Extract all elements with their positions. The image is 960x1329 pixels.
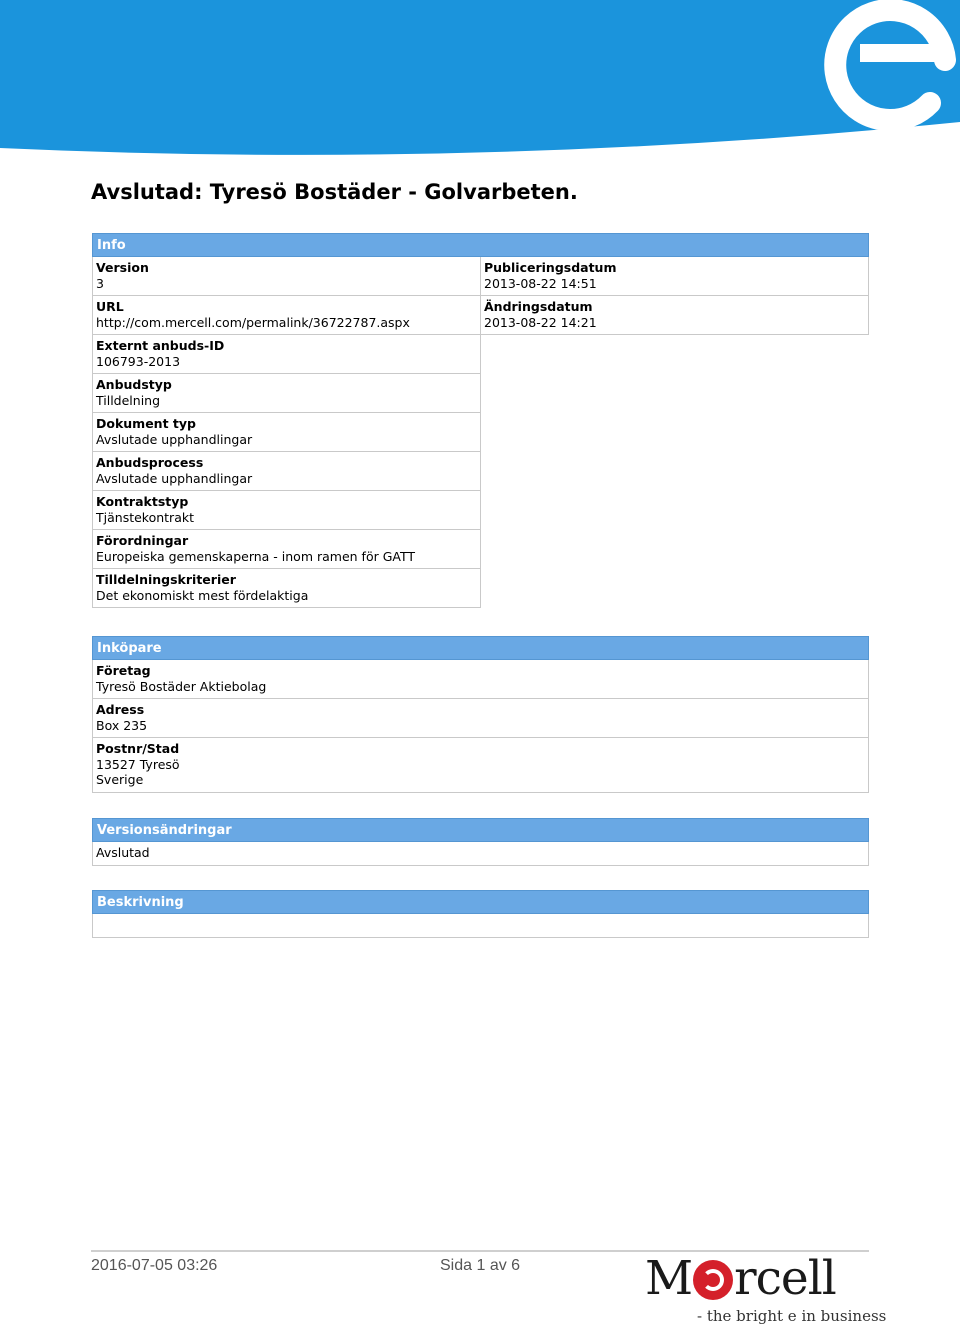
- field-value: Det ekonomiskt mest fördelaktiga: [96, 587, 309, 603]
- field-cell: [92, 335, 481, 374]
- field-cell: [92, 374, 481, 413]
- field-label: Tilldelningskriterier: [96, 572, 236, 587]
- buyer-section: [92, 636, 869, 793]
- info-section: [92, 233, 869, 608]
- field-label: Kontraktstyp: [96, 494, 189, 509]
- field-label: Anbudstyp: [96, 377, 172, 392]
- field-cell: [92, 569, 481, 608]
- field-label: Postnr/Stad: [96, 741, 180, 756]
- field-cell: [92, 530, 481, 569]
- field-value: http://com.mercell.com/permalink/36722787.aspx: [96, 314, 410, 330]
- info-header: Info: [92, 233, 869, 257]
- field-label: Externt anbuds-ID: [96, 338, 225, 353]
- logo-tagline: - the bright e in business: [697, 1307, 887, 1325]
- field-label: Publiceringsdatum: [484, 260, 617, 275]
- field-cell: [92, 257, 481, 296]
- info-right-column: [481, 257, 869, 608]
- logo-text-left: M: [645, 1251, 693, 1306]
- field-cell: [92, 738, 869, 793]
- description-header: Beskrivning: [92, 890, 869, 914]
- field-value: Europeiska gemenskaperna - inom ramen för GATT: [96, 548, 416, 564]
- field-value: Avslutade upphandlingar: [96, 431, 253, 447]
- field-cell: [92, 491, 481, 530]
- field-label: Ändringsdatum: [484, 299, 593, 314]
- page-title: Avslutad: Tyresö Bostäder - Golvarbeten.: [91, 180, 578, 204]
- header-banner: [0, 0, 960, 162]
- footer-timestamp: 2016-07-05 03:26: [91, 1257, 218, 1274]
- field-cell: [92, 413, 481, 452]
- buyer-fields: [92, 660, 869, 793]
- field-value: Tjänstekontrakt: [96, 509, 194, 525]
- field-cell: [92, 296, 481, 335]
- field-value: 13527 Tyresö Sverige: [96, 756, 180, 787]
- description-cell: [92, 914, 869, 938]
- logo-text-right: rcell: [734, 1251, 836, 1306]
- field-value: 2013-08-22 14:21: [484, 314, 597, 330]
- field-value: Tyresö Bostäder Aktiebolag: [96, 678, 267, 694]
- field-label: Företag: [96, 663, 151, 678]
- field-cell: [92, 452, 481, 491]
- field-label: Adress: [96, 702, 145, 717]
- logo-e-icon: [693, 1260, 733, 1300]
- field-label: Anbudsprocess: [96, 455, 204, 470]
- field-value: 2013-08-22 14:51: [484, 275, 597, 291]
- footer-page-number: Sida 1 av 6: [440, 1257, 521, 1274]
- field-value: 106793-2013: [96, 353, 181, 369]
- field-label: Dokument typ: [96, 416, 196, 431]
- description-section: [92, 890, 869, 938]
- buyer-header: Inköpare: [92, 636, 869, 660]
- field-value: Tilldelning: [96, 392, 161, 408]
- version-changes-value: Avslutad: [96, 845, 150, 860]
- mercell-logo: [645, 1251, 887, 1329]
- version-changes-header: Versionsändringar: [92, 818, 869, 842]
- version-changes-section: [92, 818, 869, 866]
- version-changes-cell: [92, 842, 869, 866]
- field-value: Box 235: [96, 717, 148, 733]
- field-cell: [481, 257, 869, 296]
- field-cell: [92, 699, 869, 738]
- field-label: URL: [96, 299, 124, 314]
- field-cell: [92, 660, 869, 699]
- field-cell: [481, 296, 869, 335]
- field-value: 3: [96, 275, 104, 291]
- info-left-column: [92, 257, 481, 608]
- field-value: Avslutade upphandlingar: [96, 470, 253, 486]
- field-label: Förordningar: [96, 533, 189, 548]
- field-label: Version: [96, 260, 149, 275]
